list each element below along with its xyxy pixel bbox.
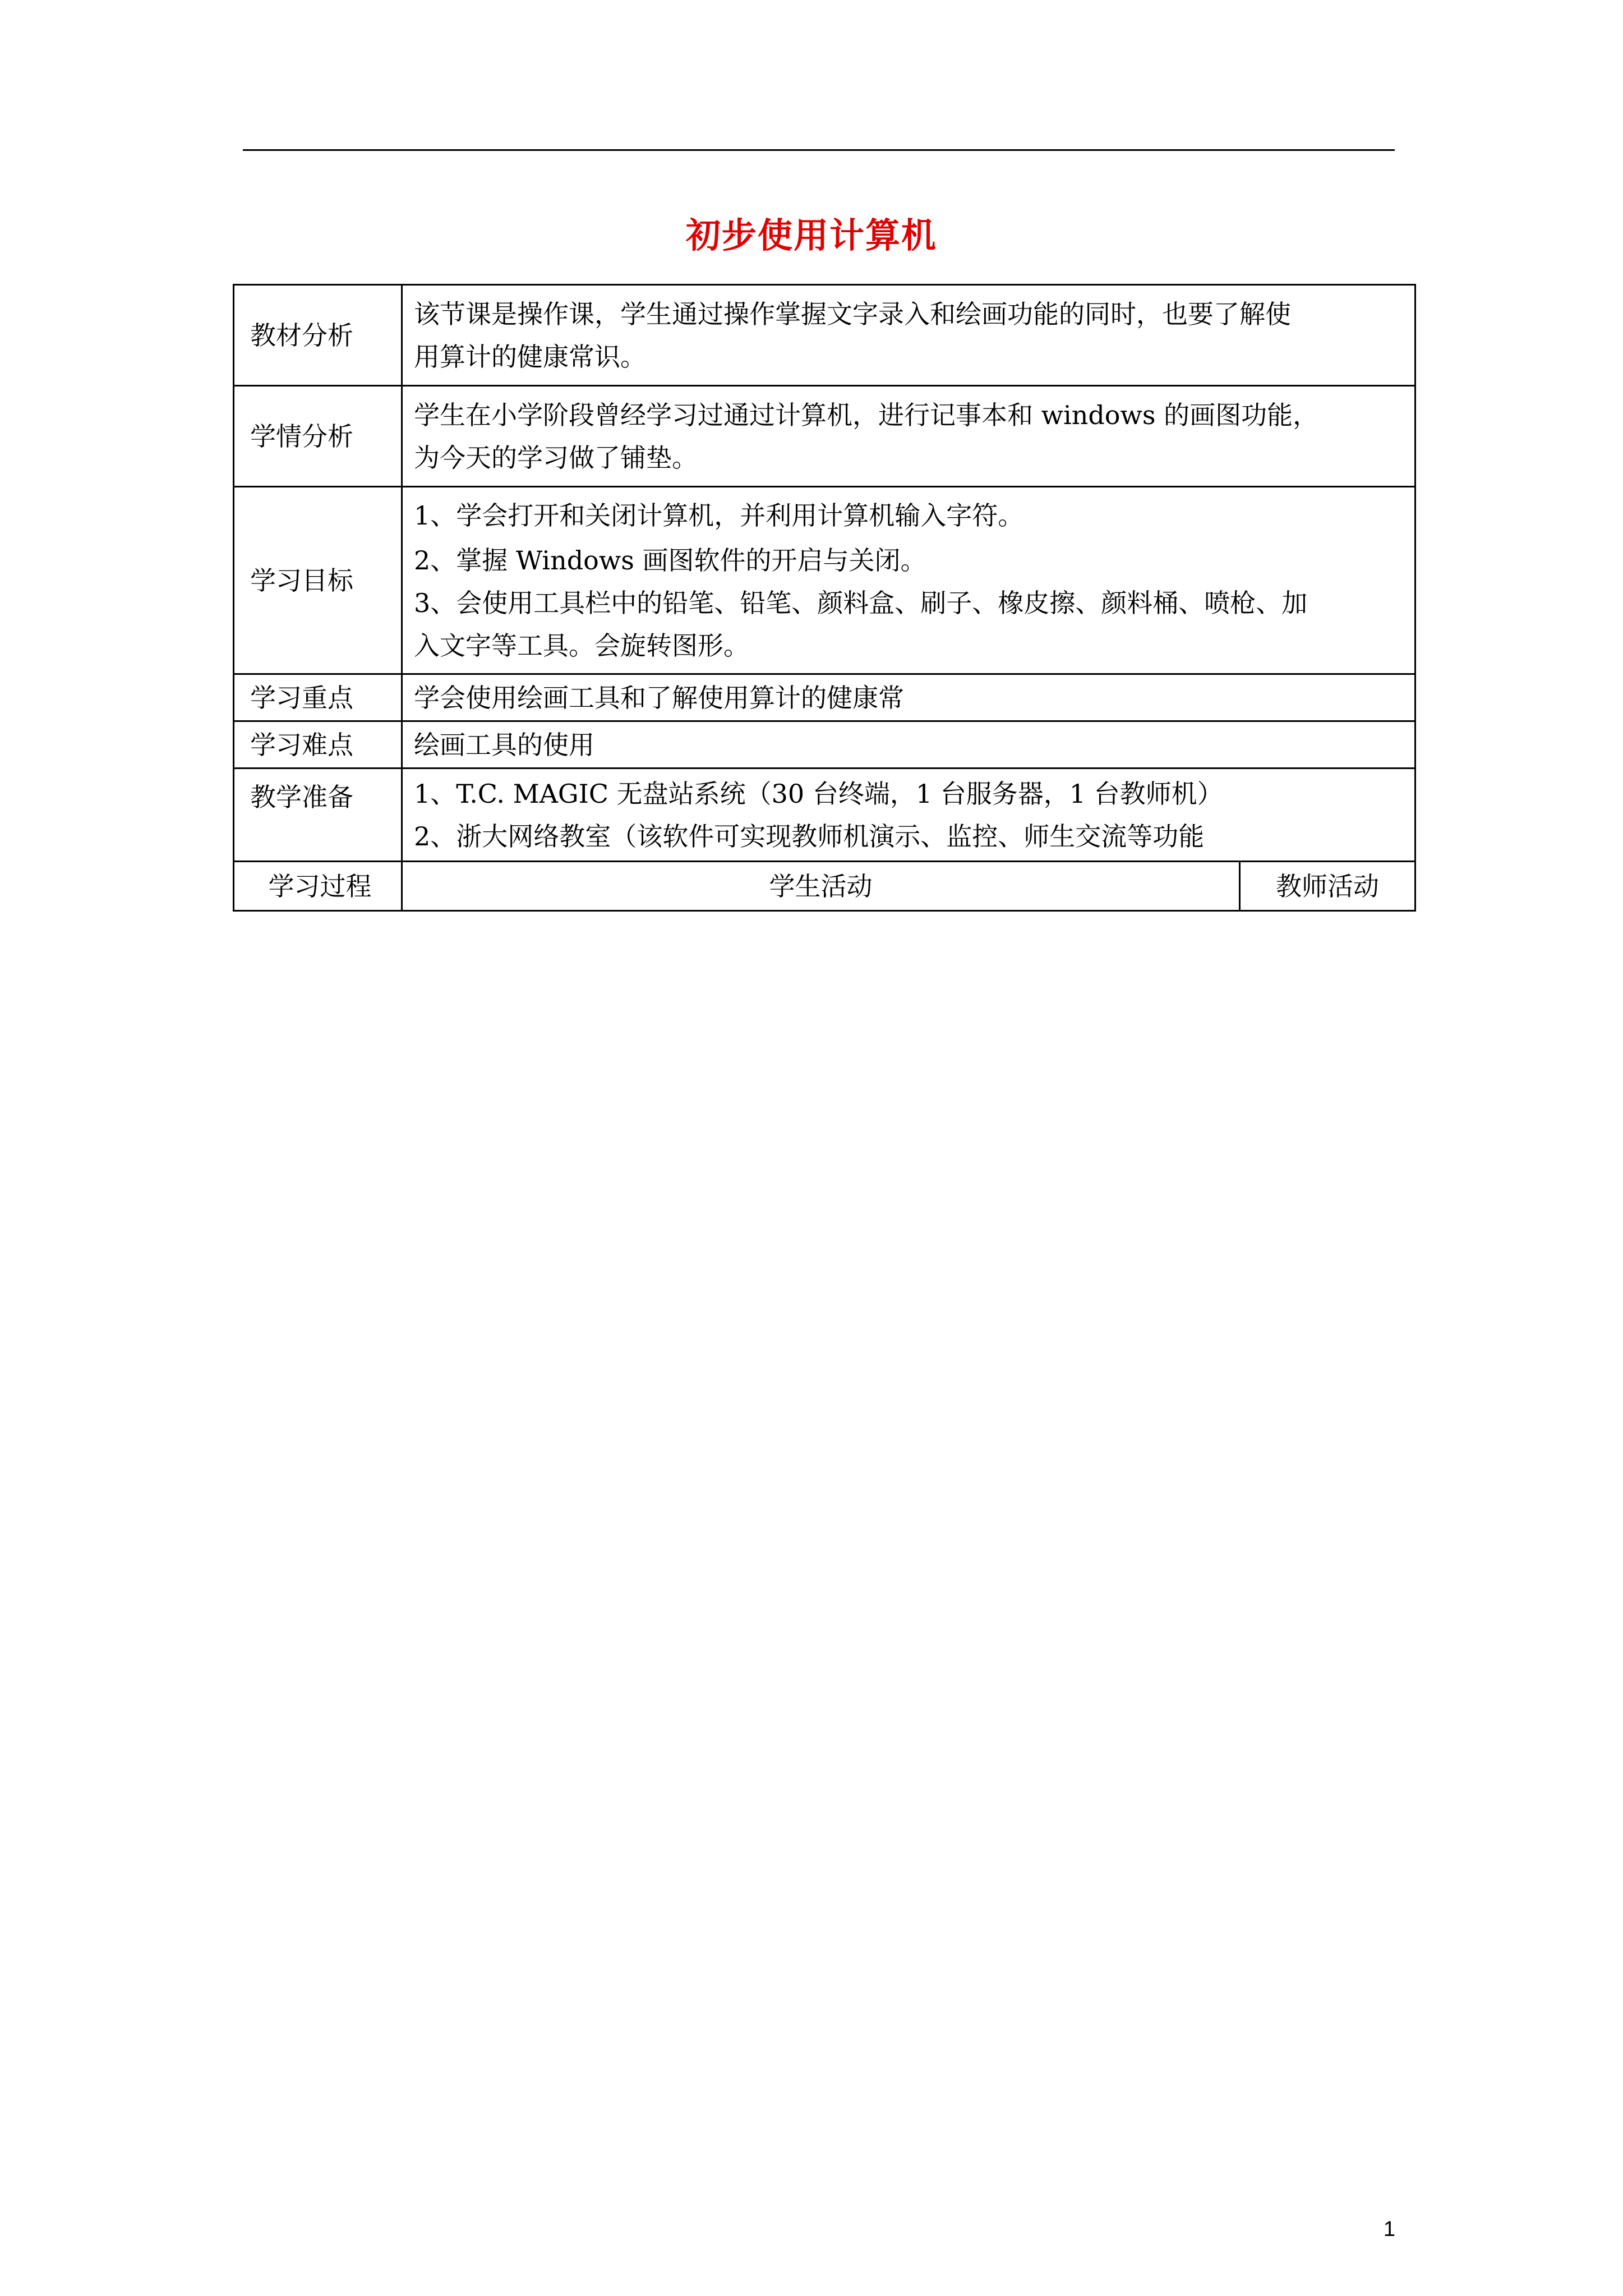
table-row-textbook-analysis — [234, 285, 1415, 386]
table-row-learning-objectives — [234, 487, 1415, 674]
row-label-learning-objectives: 学习目标 — [234, 487, 402, 674]
row-content-learner-analysis — [402, 386, 1415, 487]
row-label-learning-process: 学习过程 — [234, 862, 402, 911]
row-content-key-points — [402, 674, 1415, 721]
row-label-difficulties: 学习难点 — [234, 721, 402, 769]
column-header-student-activities: 学生活动 — [402, 862, 1240, 911]
lesson-plan-table — [233, 284, 1416, 912]
header-rule — [243, 149, 1395, 151]
column-header-teacher-activities: 教师活动 — [1240, 862, 1415, 911]
content-line: 学会使用绘画工具和了解使用算计的健康常 — [414, 682, 904, 713]
row-content-learning-objectives — [402, 487, 1415, 674]
table-row-learner-analysis — [234, 386, 1415, 487]
content-line: 3、会使用工具栏中的铅笔、铅笔、颜料盒、刷子、橡皮擦、颜料桶、喷枪、加 — [414, 587, 1308, 618]
table-row-difficulties — [234, 721, 1415, 769]
row-label-learner-analysis: 学情分析 — [234, 386, 402, 487]
content-line: 该节课是操作课，学生通过操作掌握文字录入和绘画功能的同时，也要了解使 — [414, 298, 1291, 329]
row-content-preparation — [402, 769, 1415, 862]
content-line: 绘画工具的使用 — [414, 729, 594, 760]
content-line: 用算计的健康常识。 — [414, 341, 646, 372]
content-line: 2、掌握 Windows 画图软件的开启与关闭。 — [414, 545, 926, 576]
content-line: 2、浙大网络教室（该软件可实现教师机演示、监控、师生交流等功能 — [414, 821, 1205, 852]
content-line: 入文字等工具。会旋转图形。 — [414, 630, 749, 661]
content-line: 1、学会打开和关闭计算机，并利用计算机输入字符。 — [414, 500, 1024, 531]
row-label-preparation: 教学准备 — [234, 769, 402, 862]
row-content-difficulties — [402, 721, 1415, 769]
row-label-textbook-analysis: 教材分析 — [234, 285, 402, 386]
row-label-key-points: 学习重点 — [234, 674, 402, 721]
content-line: 1、T.C. MAGIC 无盘站系统（30 台终端，1 台服务器，1 台教师机） — [414, 778, 1223, 809]
content-line: 学生在小学阶段曾经学习过通过计算机，进行记事本和 windows 的画图功能， — [414, 399, 1319, 430]
table-row-preparation — [234, 769, 1415, 862]
document-title: 初步使用计算机 — [685, 215, 937, 256]
table-row-key-points — [234, 674, 1415, 721]
page-number: 1 — [1383, 2217, 1395, 2241]
table-row-learning-process — [234, 862, 1415, 911]
row-content-textbook-analysis — [402, 285, 1415, 386]
content-line: 为今天的学习做了铺垫。 — [414, 442, 698, 473]
